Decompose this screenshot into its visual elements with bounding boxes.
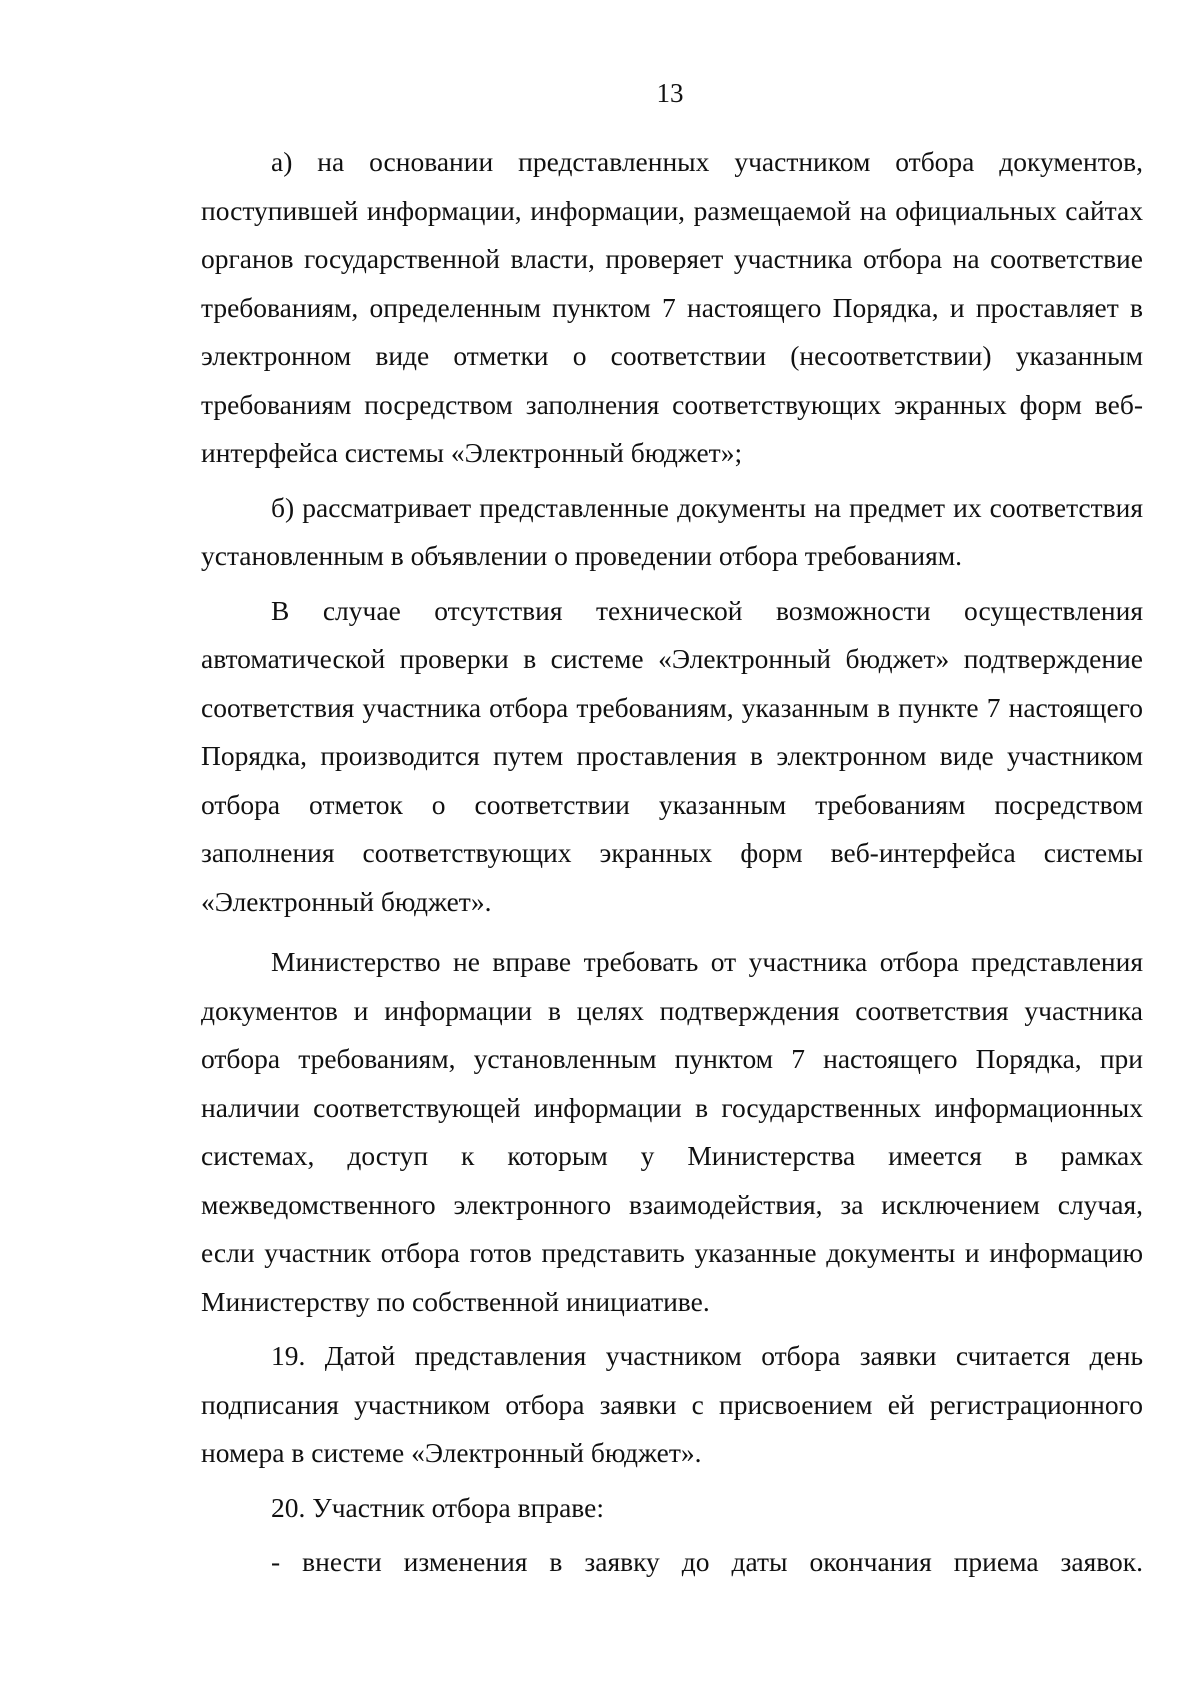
page-number: 13 <box>656 78 684 108</box>
paragraph-technical-impossibility: В случае отсутствия технической возможности осуществления автоматической проверки в системе «Электронный бюджет» подтверждение соответствия участника отбора требованиям, указанным в пункте 7 настоящего Порядка, производится путем проставления в электронном виде участником отбора отметок о соответствии указанным требованиям посредством заполнения соответствующих экранных форм веб-интерфейса системы «Электронный бюджет». <box>201 594 1143 917</box>
paragraph-ministry-restriction: Министерство не вправе требовать от участника отбора представления документов и информации в целях подтверждения соответствия участника отбора требованиям, установленным пунктом 7 настоящего Порядка, при наличии соответствующей информации в государственных информационных системах, доступ к которым у Министерства имеется в рамках межведомственного электронного взаимодействия, за исключением случая, если участник отбора готов представить указанные документы и информацию Министерству по собственной инициативе. <box>201 946 1143 1317</box>
paragraph-item-a: а) на основании представленных участником отбора документов, поступившей информации, информации, размещаемой на официальных сайтах органов государственной власти, проверяет участника отбора на соответствие требованиям, определенным пунктом 7 настоящего Порядка, и проставляет в электронном виде отметки о соответствии (несоответствии) указанным требованиям посредством заполнения соответствующих экранных форм веб-интерфейса системы «Электронный бюджет»; <box>201 146 1143 468</box>
paragraph-clause-19: 19. Датой представления участником отбора заявки считается день подписания участником отбора заявки с присвоением ей регистрационного номера в системе «Электронный бюджет». <box>201 1340 1143 1468</box>
document-body <box>201 138 1143 1587</box>
paragraph-item-b: б) рассматривает представленные документы на предмет их соответствия установленным в объявлении о проведении отбора требованиям. <box>201 491 1143 571</box>
paragraph-clause-20: 20. Участник отбора вправе: <box>271 1491 604 1523</box>
paragraph-clause-20-item: - внести изменения в заявку до даты окончания приема заявок. <box>271 1546 1143 1577</box>
